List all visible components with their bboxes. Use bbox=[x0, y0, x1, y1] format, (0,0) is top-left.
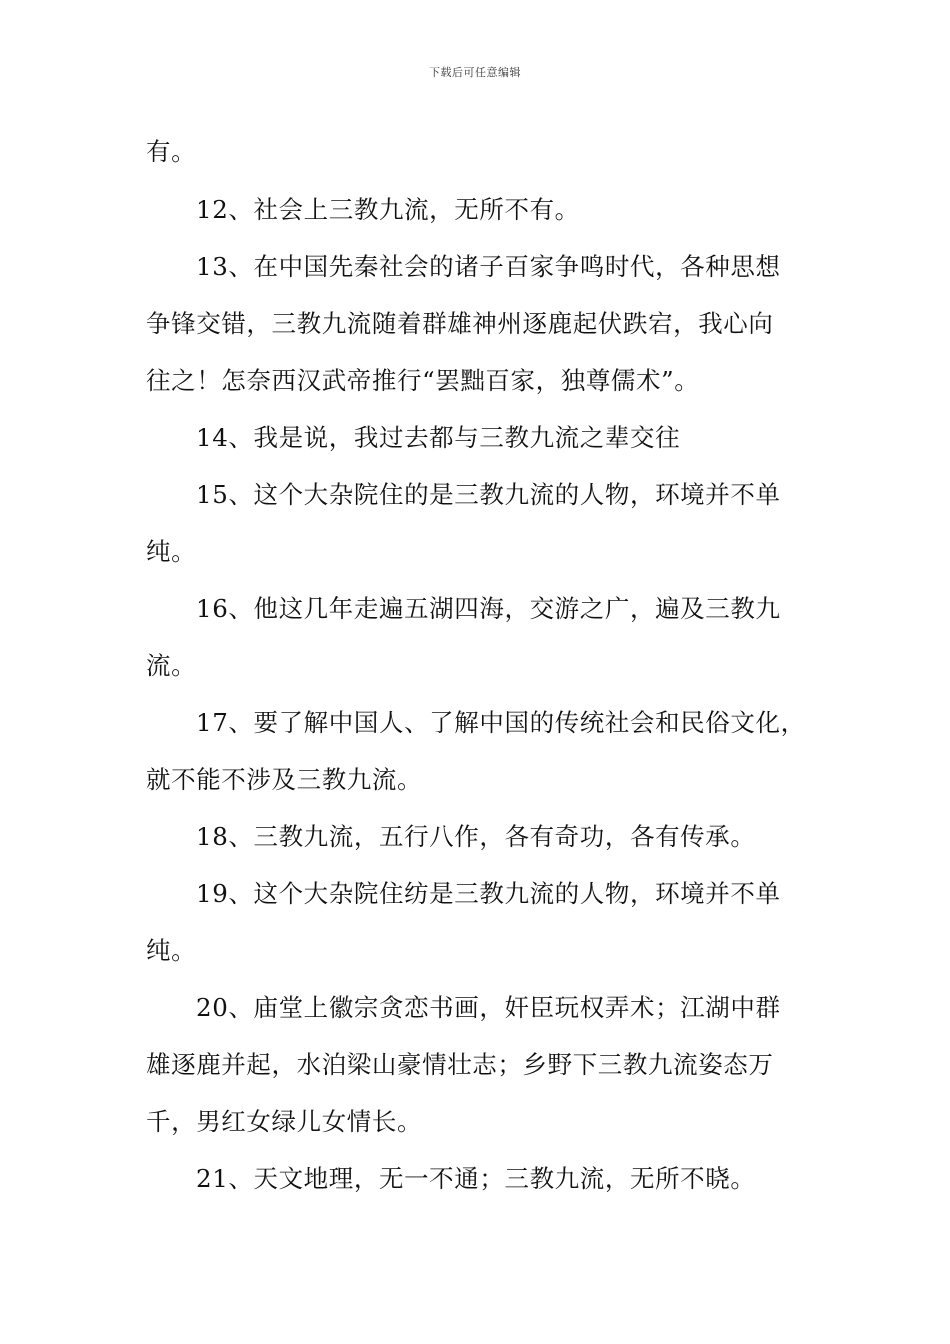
text-line: 20、庙堂上徽宗贪恋书画，奸臣玩权弄术；江湖中群 bbox=[196, 993, 781, 1022]
page-header: 下载后可任意编辑 bbox=[429, 66, 521, 79]
document-body bbox=[146, 128, 810, 1212]
text-line: 15、这个大杂院住的是三教九流的人物，环境并不单 bbox=[196, 480, 781, 509]
text-line: 17、要了解中国人、了解中国的传统社会和民俗文化， bbox=[196, 708, 806, 737]
text-line: 往之！怎奈西汉武帝推行“罢黜百家，独尊儒术”。 bbox=[146, 366, 700, 395]
text-line: 19、这个大杂院住纺是三教九流的人物，环境并不单 bbox=[196, 879, 781, 908]
text-line: 14、我是说，我过去都与三教九流之辈交往 bbox=[196, 423, 681, 452]
text-line: 流。 bbox=[146, 651, 197, 680]
text-line: 13、在中国先秦社会的诸子百家争鸣时代，各种思想 bbox=[196, 252, 781, 281]
text-line: 16、他这几年走遍五湖四海，交游之广，遍及三教九 bbox=[196, 594, 781, 623]
text-line: 争锋交错，三教九流随着群雄神州逐鹿起伏跌宕，我心向 bbox=[146, 309, 774, 338]
text-line: 有。 bbox=[146, 137, 197, 166]
text-line: 纯。 bbox=[146, 537, 197, 566]
text-line: 21、天文地理，无一不通；三教九流，无所不晓。 bbox=[196, 1164, 756, 1193]
text-line: 就不能不涉及三教九流。 bbox=[146, 765, 423, 794]
text-line: 纯。 bbox=[146, 936, 197, 965]
text-line: 千，男红女绿儿女情长。 bbox=[146, 1107, 423, 1136]
text-line: 雄逐鹿并起，水泊梁山豪情壮志；乡野下三教九流姿态万 bbox=[146, 1050, 774, 1079]
text-line: 12、社会上三教九流，无所不有。 bbox=[196, 195, 580, 224]
text-line: 18、三教九流，五行八作，各有奇功，各有传承。 bbox=[196, 822, 756, 851]
